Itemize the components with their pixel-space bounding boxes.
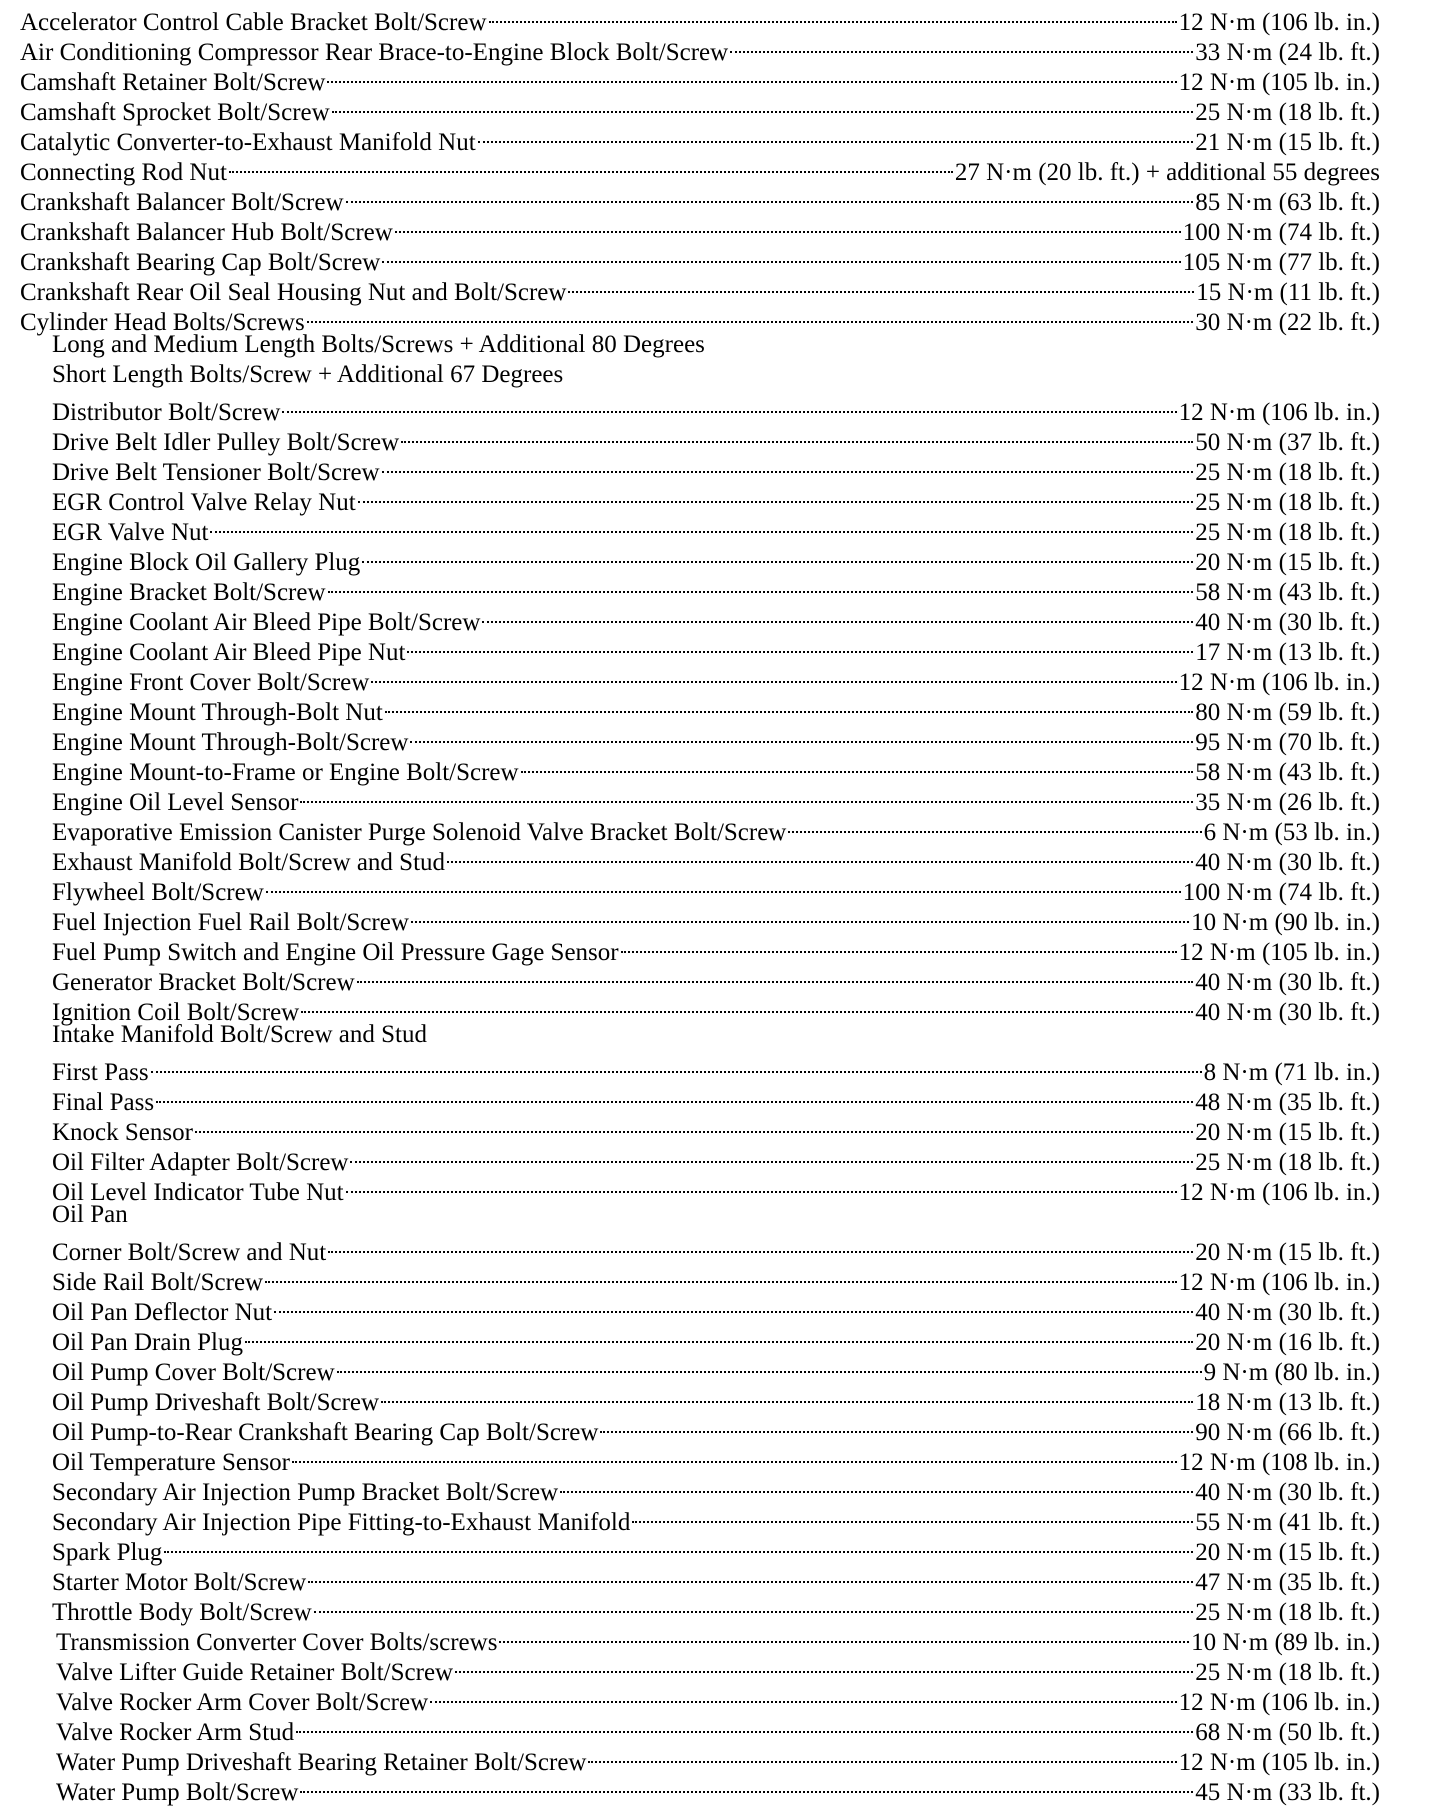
spec-value: 25 N·m (18 lb. ft.) <box>1195 489 1380 516</box>
spec-label: Evaporative Emission Canister Purge Solenoid Valve Bracket Bolt/Screw <box>52 819 787 846</box>
spec-label: First Pass <box>52 1059 149 1086</box>
dot-leader <box>294 1710 1195 1740</box>
spec-row <box>20 120 1380 156</box>
spec-row <box>20 540 1380 576</box>
spec-label: Engine Mount Through-Bolt/Screw <box>52 729 409 756</box>
dot-leader <box>586 1740 1178 1770</box>
spec-value: 20 N·m (16 lb. ft.) <box>1195 1329 1380 1356</box>
spec-value: 21 N·m (15 lb. ft.) <box>1195 129 1380 156</box>
spec-label: Crankshaft Bearing Cap Bolt/Screw <box>20 249 381 276</box>
spec-label: Engine Coolant Air Bleed Pipe Bolt/Screw <box>52 609 481 636</box>
spec-row <box>20 1260 1380 1296</box>
dot-leader <box>408 720 1195 750</box>
dot-leader <box>344 180 1196 210</box>
dot-leader <box>330 90 1196 120</box>
spec-value: 100 N·m (74 lb. ft.) <box>1182 219 1380 246</box>
spec-label: Water Pump Bolt/Screw <box>56 1779 299 1806</box>
spec-label: Crankshaft Balancer Bolt/Screw <box>20 189 344 216</box>
spec-row <box>20 450 1380 486</box>
spec-label: Flywheel Bolt/Screw <box>52 879 264 906</box>
dot-leader <box>335 1350 1204 1380</box>
spec-label: Engine Coolant Air Bleed Pipe Nut <box>52 639 406 666</box>
dot-leader <box>566 270 1196 300</box>
dot-leader <box>154 1080 1195 1110</box>
spec-label: Engine Front Cover Bolt/Screw <box>52 669 370 696</box>
spec-row <box>20 240 1380 276</box>
spec-value: 90 N·m (66 lb. ft.) <box>1195 1419 1380 1446</box>
spec-row <box>20 1500 1380 1536</box>
spec-value: 55 N·m (41 lb. ft.) <box>1195 1509 1380 1536</box>
dot-leader <box>312 1590 1196 1620</box>
spec-label: Exhaust Manifold Bolt/Screw and Stud <box>52 849 446 876</box>
spec-row <box>20 480 1380 516</box>
dot-leader <box>355 960 1196 990</box>
dot-leader <box>298 780 1195 810</box>
spec-value: 12 N·m (106 lb. in.) <box>1178 1269 1380 1296</box>
dot-leader <box>306 1560 1195 1590</box>
spec-value: 12 N·m (105 lb. in.) <box>1178 939 1380 966</box>
spec-value: 12 N·m (105 lb. in.) <box>1178 69 1380 96</box>
spec-value: 12 N·m (106 lb. in.) <box>1178 399 1380 426</box>
spec-label: Catalytic Converter-to-Exhaust Manifold Nut <box>20 129 476 156</box>
spec-label: Generator Bracket Bolt/Screw <box>52 969 355 996</box>
spec-label: Engine Mount Through-Bolt Nut <box>52 699 383 726</box>
spec-value: 25 N·m (18 lb. ft.) <box>1195 99 1380 126</box>
spec-label: Secondary Air Injection Pump Bracket Bolt/Screw <box>52 1479 559 1506</box>
dot-leader <box>290 1440 1179 1470</box>
spec-row <box>20 1560 1380 1596</box>
spec-row <box>20 600 1380 636</box>
spec-label: Fuel Injection Fuel Rail Bolt/Screw <box>52 909 409 936</box>
dot-leader <box>264 870 1183 900</box>
spec-value: 47 N·m (35 lb. ft.) <box>1195 1569 1380 1596</box>
spec-label: Engine Bracket Bolt/Screw <box>52 579 326 606</box>
spec-value: 85 N·m (63 lb. ft.) <box>1195 189 1380 216</box>
spec-value: 95 N·m (70 lb. ft.) <box>1195 729 1380 756</box>
spec-label: Connecting Rod Nut <box>20 159 227 186</box>
dot-leader <box>369 660 1178 690</box>
spec-value: 68 N·m (50 lb. ft.) <box>1195 1719 1380 1746</box>
dot-leader <box>280 390 1178 420</box>
spec-label: Long and Medium Length Bolts/Screws + Additional 80 Degrees <box>52 331 705 358</box>
spec-label: Drive Belt Tensioner Bolt/Screw <box>52 459 380 486</box>
spec-row <box>20 1590 1380 1626</box>
spec-row <box>20 1620 1380 1656</box>
spec-value: 58 N·m (43 lb. ft.) <box>1195 759 1380 786</box>
spec-value: 58 N·m (43 lb. ft.) <box>1195 579 1380 606</box>
spec-row <box>20 1530 1380 1566</box>
spec-value: 105 N·m (77 lb. ft.) <box>1182 249 1380 276</box>
spec-row <box>20 210 1380 246</box>
spec-value: 25 N·m (18 lb. ft.) <box>1195 1599 1380 1626</box>
spec-value: 25 N·m (18 lb. ft.) <box>1195 459 1380 486</box>
spec-label: Air Conditioning Compressor Rear Brace-to-Engine Block Bolt/Screw <box>20 39 729 66</box>
spec-row <box>20 810 1380 846</box>
spec-row <box>20 1440 1380 1476</box>
spec-value: 10 N·m (90 lb. in.) <box>1191 909 1380 936</box>
spec-value: 12 N·m (106 lb. in.) <box>1178 669 1380 696</box>
spec-row <box>20 1140 1380 1176</box>
spec-row <box>20 1680 1380 1716</box>
torque-spec-table <box>20 0 1380 1806</box>
spec-row <box>20 1170 1380 1206</box>
spec-row <box>20 960 1380 996</box>
spec-value: 35 N·m (26 lb. ft.) <box>1195 789 1380 816</box>
spec-value: 10 N·m (89 lb. in.) <box>1191 1629 1380 1656</box>
spec-value: 40 N·m (30 lb. ft.) <box>1195 999 1380 1026</box>
spec-value: 48 N·m (35 lb. ft.) <box>1195 1089 1380 1116</box>
spec-value: 17 N·m (13 lb. ft.) <box>1195 639 1380 666</box>
spec-row <box>20 390 1380 426</box>
spec-label: Transmission Converter Cover Bolts/screws <box>56 1629 498 1656</box>
spec-value: 45 N·m (33 lb. ft.) <box>1195 1779 1380 1806</box>
spec-row <box>20 150 1380 186</box>
spec-value: 20 N·m (15 lb. ft.) <box>1195 1539 1380 1566</box>
spec-row <box>20 1710 1380 1746</box>
dot-leader <box>405 630 1195 660</box>
spec-label: Oil Level Indicator Tube Nut <box>52 1179 344 1206</box>
spec-row <box>20 360 1380 390</box>
spec-value: 20 N·m (15 lb. ft.) <box>1195 1239 1380 1266</box>
spec-row <box>20 420 1380 456</box>
spec-label: Accelerator Control Cable Bracket Bolt/Screw <box>20 9 487 36</box>
dot-leader <box>325 60 1178 90</box>
dot-leader <box>393 210 1183 240</box>
spec-row <box>20 330 1380 360</box>
spec-label: EGR Valve Nut <box>52 519 209 546</box>
spec-value: 80 N·m (59 lb. ft.) <box>1195 699 1380 726</box>
spec-row <box>20 900 1380 936</box>
spec-label: Cylinder Head Bolts/Screws <box>20 309 305 336</box>
spec-row <box>20 30 1380 66</box>
spec-value: 50 N·m (37 lb. ft.) <box>1195 429 1380 456</box>
spec-value: 27 N·m (20 lb. ft.) + additional 55 degrees <box>954 159 1380 186</box>
dot-leader <box>598 1410 1195 1440</box>
dot-leader <box>380 240 1182 270</box>
spec-row <box>20 750 1380 786</box>
spec-value: 20 N·m (15 lb. ft.) <box>1195 549 1380 576</box>
spec-row <box>20 1200 1380 1230</box>
dot-leader <box>243 1320 1195 1350</box>
spec-value: 6 N·m (53 lb. in.) <box>1203 819 1380 846</box>
dot-leader <box>480 600 1195 630</box>
spec-row <box>20 180 1380 216</box>
spec-row <box>20 1380 1380 1416</box>
spec-label: Valve Rocker Arm Stud <box>56 1719 295 1746</box>
dot-leader <box>298 1770 1195 1800</box>
spec-row <box>20 1650 1380 1686</box>
spec-label: Oil Pump-to-Rear Crankshaft Bearing Cap Bolt/Screw <box>52 1419 599 1446</box>
spec-value: 8 N·m (71 lb. in.) <box>1203 1059 1380 1086</box>
spec-label: Engine Oil Level Sensor <box>52 789 299 816</box>
spec-label: Final Pass <box>52 1089 155 1116</box>
dot-leader <box>409 900 1191 930</box>
spec-label: Camshaft Sprocket Bolt/Screw <box>20 99 330 126</box>
dot-leader <box>193 1110 1195 1140</box>
dot-leader <box>263 1260 1179 1290</box>
spec-row <box>20 840 1380 876</box>
dot-leader <box>619 930 1179 960</box>
dot-leader <box>630 1500 1195 1530</box>
spec-label: Crankshaft Rear Oil Seal Housing Nut and Bolt/Screw <box>20 279 567 306</box>
spec-label: Crankshaft Balancer Hub Bolt/Screw <box>20 219 393 246</box>
spec-row <box>20 0 1380 36</box>
spec-label: Starter Motor Bolt/Screw <box>52 1569 307 1596</box>
spec-row <box>20 1740 1380 1776</box>
spec-label: Secondary Air Injection Pipe Fitting-to-Exhaust Manifold <box>52 1509 631 1536</box>
spec-row <box>20 1230 1380 1266</box>
spec-row <box>20 1290 1380 1326</box>
spec-label: Spark Plug <box>52 1539 163 1566</box>
spec-label: Intake Manifold Bolt/Screw and Stud <box>52 1021 427 1048</box>
spec-label: Engine Block Oil Gallery Plug <box>52 549 361 576</box>
spec-label: Distributor Bolt/Screw <box>52 399 281 426</box>
spec-value: 12 N·m (108 lb. in.) <box>1178 1449 1380 1476</box>
spec-label: Oil Pan <box>52 1201 128 1228</box>
spec-value: 20 N·m (15 lb. ft.) <box>1195 1119 1380 1146</box>
spec-row <box>20 690 1380 726</box>
spec-label: Oil Pan Drain Plug <box>52 1329 243 1356</box>
spec-row <box>20 570 1380 606</box>
spec-label: Drive Belt Idler Pulley Bolt/Screw <box>52 429 400 456</box>
spec-row <box>20 60 1380 96</box>
dot-leader <box>558 1470 1195 1500</box>
dot-leader <box>360 540 1195 570</box>
spec-row <box>20 1320 1380 1356</box>
spec-value: 18 N·m (13 lb. ft.) <box>1195 1389 1380 1416</box>
dot-leader <box>519 750 1196 780</box>
dot-leader <box>162 1530 1195 1560</box>
spec-value: 33 N·m (24 lb. ft.) <box>1195 39 1380 66</box>
spec-label: Oil Temperature Sensor <box>52 1449 291 1476</box>
spec-row <box>20 1410 1380 1446</box>
spec-row <box>20 630 1380 666</box>
dot-leader <box>326 570 1196 600</box>
spec-value: 9 N·m (80 lb. in.) <box>1203 1359 1380 1386</box>
spec-label: Engine Mount-to-Frame or Engine Bolt/Screw <box>52 759 519 786</box>
spec-row <box>20 1050 1380 1086</box>
spec-label: Oil Pan Deflector Nut <box>52 1299 273 1326</box>
dot-leader <box>208 510 1195 540</box>
spec-value: 12 N·m (106 lb. in.) <box>1178 9 1380 36</box>
dot-leader <box>445 840 1195 870</box>
spec-value: 12 N·m (106 lb. in.) <box>1178 1689 1380 1716</box>
spec-label: Valve Lifter Guide Retainer Bolt/Screw <box>56 1659 454 1686</box>
dot-leader <box>476 120 1196 150</box>
spec-label: Water Pump Driveshaft Bearing Retainer Bolt/Screw <box>56 1749 587 1776</box>
dot-leader <box>356 480 1196 510</box>
spec-label: Ignition Coil Bolt/Screw <box>52 999 300 1026</box>
spec-label: Fuel Pump Switch and Engine Oil Pressure Gage Sensor <box>52 939 619 966</box>
spec-value: 40 N·m (30 lb. ft.) <box>1195 1299 1380 1326</box>
spec-value: 15 N·m (11 lb. ft.) <box>1196 279 1380 306</box>
spec-row <box>20 1110 1380 1146</box>
spec-value: 25 N·m (18 lb. ft.) <box>1195 1659 1380 1686</box>
spec-label: EGR Control Valve Relay Nut <box>52 489 356 516</box>
dot-leader <box>399 420 1195 450</box>
spec-row <box>20 720 1380 756</box>
dot-leader <box>379 1380 1195 1410</box>
dot-leader <box>428 1680 1178 1710</box>
spec-label: Short Length Bolts/Screw + Additional 67 Degrees <box>52 361 564 388</box>
dot-leader <box>272 1290 1195 1320</box>
spec-row <box>20 1020 1380 1050</box>
spec-row <box>20 930 1380 966</box>
spec-row <box>20 1080 1380 1116</box>
spec-value: 30 N·m (22 lb. ft.) <box>1195 309 1380 336</box>
spec-label: Oil Pump Driveshaft Bolt/Screw <box>52 1389 380 1416</box>
spec-row <box>20 270 1380 306</box>
dot-leader <box>326 1230 1195 1260</box>
dot-leader <box>728 30 1195 60</box>
spec-row <box>20 870 1380 906</box>
dot-leader <box>348 1140 1195 1170</box>
spec-row <box>20 90 1380 126</box>
dot-leader <box>299 990 1195 1020</box>
spec-row <box>20 1770 1380 1806</box>
dot-leader <box>305 300 1196 330</box>
spec-value: 40 N·m (30 lb. ft.) <box>1195 969 1380 996</box>
spec-label: Camshaft Retainer Bolt/Screw <box>20 69 326 96</box>
spec-label: Corner Bolt/Screw and Nut <box>52 1239 327 1266</box>
dot-leader <box>786 810 1203 840</box>
spec-label: Oil Filter Adapter Bolt/Screw <box>52 1149 349 1176</box>
spec-label: Side Rail Bolt/Screw <box>52 1269 264 1296</box>
spec-row <box>20 780 1380 816</box>
dot-leader <box>487 0 1179 30</box>
spec-value: 25 N·m (18 lb. ft.) <box>1195 519 1380 546</box>
dot-leader <box>380 450 1196 480</box>
spec-label: Valve Rocker Arm Cover Bolt/Screw <box>56 1689 429 1716</box>
spec-value: 40 N·m (30 lb. ft.) <box>1195 849 1380 876</box>
spec-row <box>20 660 1380 696</box>
spec-value: 40 N·m (30 lb. ft.) <box>1195 1479 1380 1506</box>
spec-value: 25 N·m (18 lb. ft.) <box>1195 1149 1380 1176</box>
dot-leader <box>497 1620 1191 1650</box>
spec-label: Throttle Body Bolt/Screw <box>52 1599 312 1626</box>
spec-value: 40 N·m (30 lb. ft.) <box>1195 609 1380 636</box>
dot-leader <box>227 150 955 180</box>
dot-leader <box>453 1650 1195 1680</box>
dot-leader <box>149 1050 1204 1080</box>
spec-value: 12 N·m (106 lb. in.) <box>1178 1179 1380 1206</box>
spec-label: Oil Pump Cover Bolt/Screw <box>52 1359 335 1386</box>
spec-row <box>20 1350 1380 1386</box>
spec-row <box>20 990 1380 1026</box>
dot-leader <box>383 690 1196 720</box>
spec-row <box>20 300 1380 336</box>
spec-value: 12 N·m (105 lb. in.) <box>1178 1749 1380 1776</box>
spec-value: 100 N·m (74 lb. ft.) <box>1182 879 1380 906</box>
spec-row <box>20 1470 1380 1506</box>
dot-leader <box>344 1170 1179 1200</box>
spec-label: Knock Sensor <box>52 1119 193 1146</box>
spec-row <box>20 510 1380 546</box>
